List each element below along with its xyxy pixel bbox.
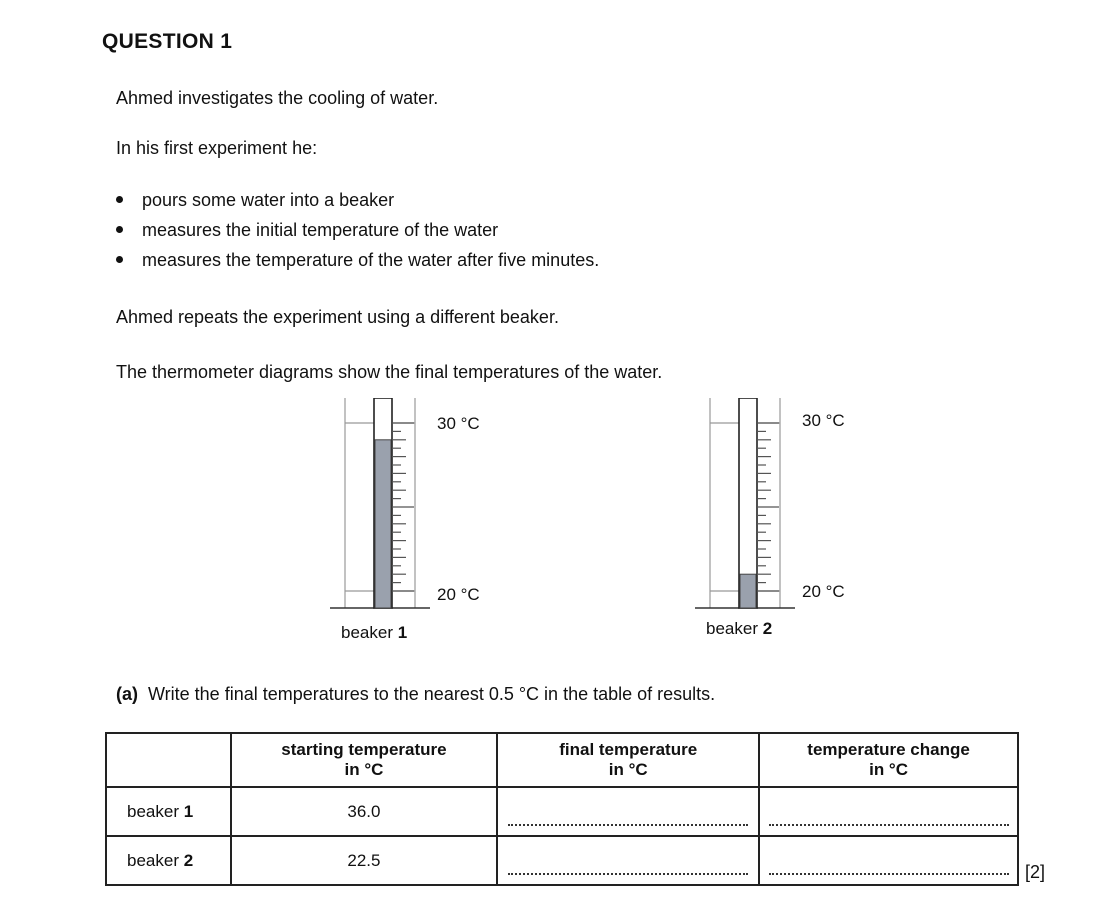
- bottom-scale-label: 20 °C: [802, 582, 845, 601]
- starting-temperature-cell: 36.0: [231, 787, 498, 836]
- beaker-word: beaker: [706, 619, 758, 638]
- row-label-beaker-2: [106, 836, 231, 885]
- table-row: [106, 836, 1018, 885]
- top-scale-label: 30 °C: [437, 414, 480, 433]
- marks-indicator: [2]: [1024, 862, 1045, 882]
- liquid-column: [375, 440, 391, 608]
- final-temperature-answer[interactable]: [497, 836, 759, 885]
- header-starting-temperature: starting temperature in °C: [231, 733, 498, 787]
- answer-line[interactable]: [508, 847, 748, 875]
- repeat-text: Ahmed repeats the experiment using a different beaker.: [116, 307, 559, 327]
- diagram-intro: The thermometer diagrams show the final temperatures of the water.: [116, 362, 663, 382]
- answer-line[interactable]: [769, 798, 1009, 826]
- final-temperature-answer[interactable]: [497, 787, 759, 836]
- table-row: [106, 787, 1018, 836]
- beaker-number: 2: [762, 619, 773, 638]
- starting-temperature-cell: 22.5: [231, 836, 498, 885]
- step-text: measures the initial temperature of the water: [142, 220, 499, 240]
- temperature-change-answer[interactable]: [759, 836, 1018, 885]
- bullet-icon: [116, 256, 123, 263]
- thermometer-beaker-2: [695, 398, 795, 613]
- step-text: measures the temperature of the water after five minutes.: [142, 250, 600, 270]
- part-a-label: (a): [116, 684, 138, 704]
- beaker-number: 1: [397, 623, 408, 642]
- beaker-number: 1: [183, 801, 194, 821]
- row-label-beaker-1: [106, 787, 231, 836]
- part-a-instruction: [116, 684, 715, 705]
- beaker-word: beaker: [341, 623, 393, 642]
- results-table: [105, 732, 1019, 886]
- list-item: [116, 188, 599, 218]
- first-experiment-intro: In his first experiment he:: [116, 138, 318, 158]
- temperature-change-answer[interactable]: [759, 787, 1018, 836]
- answer-line[interactable]: [769, 847, 1009, 875]
- beaker-number: 2: [183, 850, 194, 870]
- step-text: pours some water into a beaker: [142, 190, 395, 210]
- experiment-steps: [116, 188, 599, 278]
- liquid-column: [740, 574, 756, 608]
- top-scale-label: 30 °C: [802, 411, 845, 430]
- question-title: QUESTION 1: [102, 30, 233, 53]
- bullet-icon: [116, 196, 123, 203]
- beaker-2-label: [706, 619, 772, 639]
- list-item: [116, 248, 599, 278]
- beaker-word: beaker: [127, 850, 179, 870]
- intro-text: Ahmed investigates the cooling of water.: [116, 88, 439, 108]
- answer-line[interactable]: [508, 798, 748, 826]
- bullet-icon: [116, 226, 123, 233]
- thermometer-beaker-1: [330, 398, 430, 613]
- list-item: [116, 218, 599, 248]
- header-final-temperature: final temperature in °C: [497, 733, 759, 787]
- part-a-text: Write the final temperatures to the nearest 0.5 °C in the table of results.: [148, 684, 716, 704]
- beaker-word: beaker: [127, 801, 179, 821]
- beaker-1-label: [341, 623, 407, 643]
- header-temperature-change: temperature change in °C: [759, 733, 1018, 787]
- table-header-row: [106, 733, 1018, 787]
- bottom-scale-label: 20 °C: [437, 585, 480, 604]
- header-blank: [106, 733, 231, 787]
